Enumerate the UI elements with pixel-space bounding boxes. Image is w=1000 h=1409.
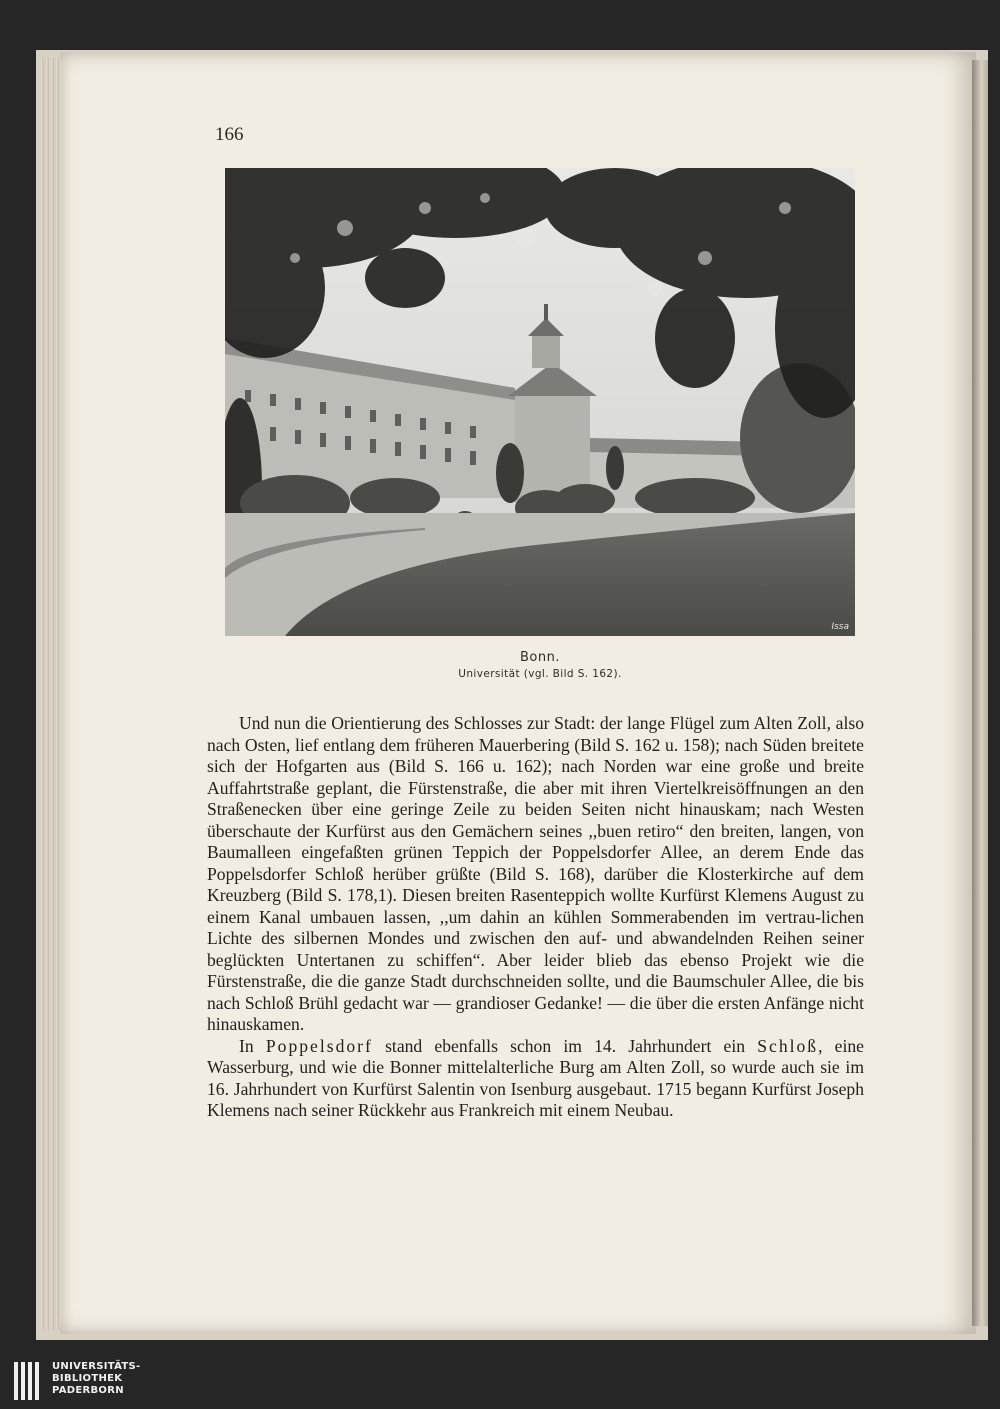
p2-place: Poppelsdorf xyxy=(265,1035,373,1056)
figure-caption-subtitle: Universität (vgl. Bild S. 162). xyxy=(458,668,622,680)
p2-mid: stand ebenfalls schon im 14. Jahrhundert ein xyxy=(372,1035,758,1056)
p2-post: , eine Wasserburg, und wie die Bonner mittelalterliche Burg am Alten Zoll, so wurde auch sie im 16. Jahrhundert von Kurfürst Salentin von Isenburg ausgebaut. 1715 begann Kurfürst Joseph Klemens nach seiner Rückkehr aus Frankreich mit einem Neubau. xyxy=(207,1035,864,1120)
facing-page-edge xyxy=(972,60,988,1326)
photo-signature-mark: Issa xyxy=(831,622,849,632)
p2-castle: Schloß xyxy=(757,1035,819,1056)
paragraph-2 xyxy=(207,1036,864,1122)
logo-line-2: BIBLIOTHEK xyxy=(52,1373,123,1384)
logo-line-1: UNIVERSITÄTS- xyxy=(52,1361,141,1372)
figure-caption-title: Bonn. xyxy=(520,650,560,665)
photo-bonn-university xyxy=(225,168,855,636)
page-number: 166 xyxy=(215,124,244,145)
library-logo-text xyxy=(52,1361,141,1397)
paragraph-1: Und nun die Orientierung des Schlosses zur Stadt: der lange Flügel zum Alten Zoll, also nach Osten, lief entlang dem früheren Mauerbering (Bild S. 162 u. 158); nach Süden breitete sich der Hofgarten aus (Bild S. 166 u. 162); nach Norden war eine große und breite Auffahrtstraße geplant, die Fürstenstraße, die aber mit ihren Viertelkreisöffnungen an den Straßenecken über eine geringe Zeile zu beiden Seiten nicht hinauskam; nach Westen überschaute der Kurfürst aus den Gemächern seines ,,buen retiro“ den breiten, langen, von Baumalleen eingefaßten grünen Teppich der Poppelsdorfer Allee, an derem Ende das Poppelsdorfer Schloß herüber grüßte (Bild S. 168), darüber die Klosterkirche auf dem Kreuzberg (Bild S. 178,1). Diesen breiten Rasenteppich wollte Kurfürst Klemens August zu einem Kanal umbauen lassen, ,,um dahin an kühlen Sommerabenden im vertrau-lichen Lichte des silbernen Mondes und zwischen den auf- und abwandelnden Reihen seiner beglückten Untertanen zu schiffen“. Aber leider blieb das ebenso Projekt wie die Fürstenstraße, die die ganze Stadt durchschneiden sollte, und die Baumschuler Allee, die bis nach Schloß Brühl gedacht war — grandioser Gedanke! — die über die ersten Anfänge nicht hinauskamen. xyxy=(207,713,864,1034)
library-logo-icon xyxy=(12,1360,46,1402)
body-text xyxy=(207,713,864,1122)
logo-line-3: PADERBORN xyxy=(52,1385,124,1396)
p2-pre: In xyxy=(239,1035,266,1056)
